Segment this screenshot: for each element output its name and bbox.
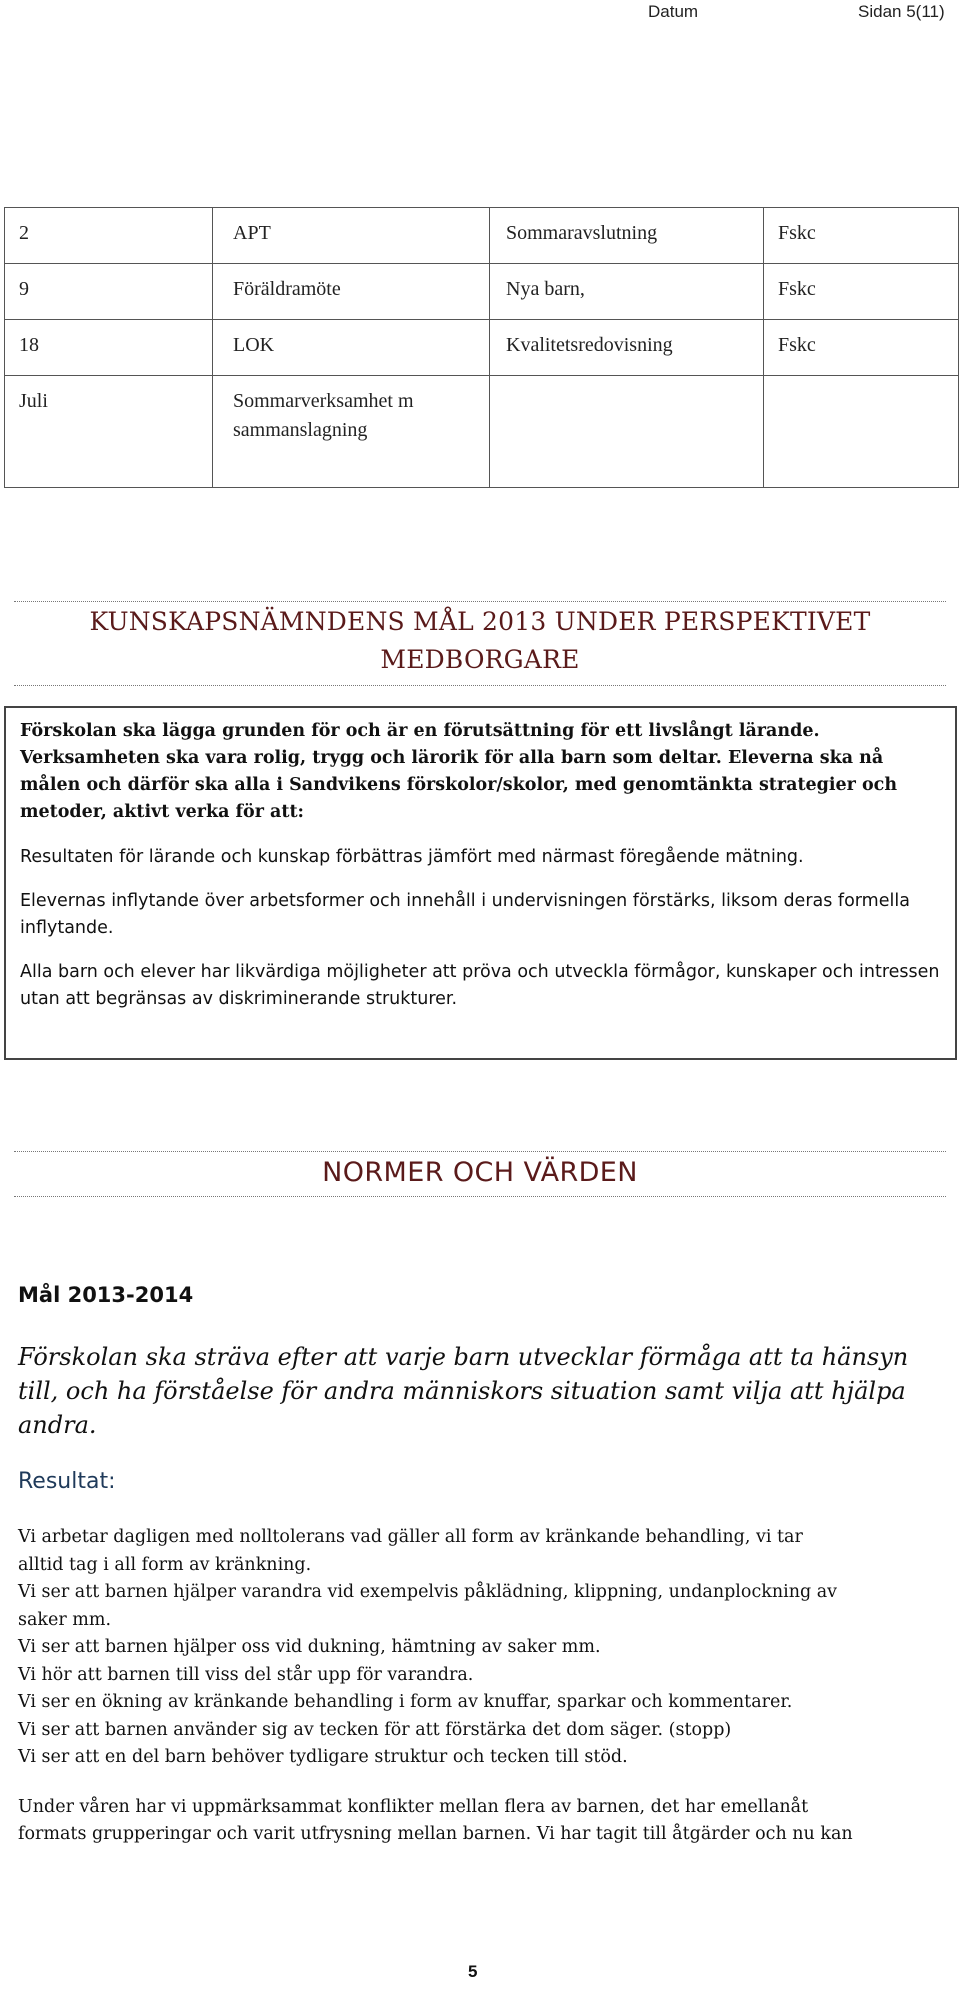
page-number: 5 <box>468 1962 478 1981</box>
result-line: Vi ser att barnen hjälper varandra vid exempelvis påklädning, klippning, undanplockning av <box>18 1582 838 1602</box>
table-row <box>5 208 959 264</box>
table-cell: Fskc <box>764 264 959 320</box>
table-cell: Sommarverksamhet m sammanslagning <box>213 376 490 488</box>
section-heading: NORMER OCH VÄRDEN <box>322 1157 638 1188</box>
table-cell <box>764 376 959 488</box>
table-cell: Föräldramöte <box>213 264 490 320</box>
table-cell: Juli <box>5 376 213 488</box>
closing-line: Under våren har vi uppmärksammat konflikter mellan flera av barnen, det har emellanåt <box>18 1796 809 1817</box>
table-cell <box>490 376 764 488</box>
heading-line: MEDBORGARE <box>380 645 580 674</box>
goal-statement: Förskolan ska sträva efter att varje barn utvecklar förmåga att ta hänsyn till, och ha förståelse för andra människors situation samt vilja att hjälpa andra. <box>18 1343 909 1439</box>
goal-paragraph: Resultaten för lärande och kunskap förbättras jämfört med närmast föregående mätning. <box>20 847 804 867</box>
table-cell: Fskc <box>764 208 959 264</box>
heading-line: KUNSKAPSNÄMNDENS MÅL 2013 UNDER PERSPEKTIVET <box>89 607 871 636</box>
result-line: Vi arbetar dagligen med nolltolerans vad gäller all form av kränkande behandling, vi tar <box>18 1527 803 1547</box>
table-cell: 18 <box>5 320 213 376</box>
closing-line: formats grupperingar och varit utfrysning mellan barnen. Vi har tagit till åtgärder och nu kan <box>18 1824 853 1844</box>
result-line: Vi ser en ökning av kränkande behandling i form av knuffar, sparkar och kommentarer. <box>18 1692 793 1712</box>
table-cell: Sommaravslutning <box>490 208 764 264</box>
results-text <box>18 1524 948 1849</box>
result-line: Vi ser att en del barn behöver tydligare struktur och tecken till stöd. <box>18 1747 628 1767</box>
table-cell: Nya barn, <box>490 264 764 320</box>
spacer <box>18 1772 948 1794</box>
result-line: Vi ser att barnen hjälper oss vid dukning, hämtning av saker mm. <box>18 1637 601 1657</box>
divider <box>14 1151 946 1152</box>
goal-title: Mål 2013-2014 <box>18 1283 194 1307</box>
divider <box>14 601 946 602</box>
date-label: Datum <box>648 2 699 21</box>
result-heading: Resultat: <box>18 1469 116 1494</box>
table-cell: APT <box>213 208 490 264</box>
table-cell: LOK <box>213 320 490 376</box>
table-row <box>5 376 959 488</box>
table-row <box>5 320 959 376</box>
divider <box>14 1196 946 1197</box>
divider <box>14 685 946 686</box>
table-cell: Fskc <box>764 320 959 376</box>
section-heading <box>14 603 946 679</box>
table-row <box>5 264 959 320</box>
table-cell: 2 <box>5 208 213 264</box>
goal-paragraph: Elevernas inflytande över arbetsformer och innehåll i undervisningen förstärks, liksom deras formella inflytande. <box>20 891 910 938</box>
goals-intro: Förskolan ska lägga grunden för och är en förutsättning för ett livslångt lärande. Verksamheten ska vara rolig, trygg och lärorik för alla barn som deltar. Eleverna ska nå målen och därför ska alla i Sandvikens förskolor/skolor, med genomtänkta strategier och metoder, aktivt verka för att: <box>20 721 898 822</box>
page-header <box>0 0 960 30</box>
page-count-label: Sidan 5(11) <box>858 2 945 21</box>
table-cell: 9 <box>5 264 213 320</box>
goal-paragraph: Alla barn och elever har likvärdiga möjligheter att pröva och utveckla förmågor, kunskaper och intressen utan att begränsas av diskriminerande strukturer. <box>20 962 940 1009</box>
table-cell: Kvalitetsredovisning <box>490 320 764 376</box>
result-line: alltid tag i all form av kränkning. <box>18 1554 312 1575</box>
result-line: saker mm. <box>18 1609 112 1630</box>
result-line: Vi hör att barnen till viss del står upp för varandra. <box>18 1664 474 1685</box>
result-line: Vi ser att barnen använder sig av tecken för att förstärka det dom säger. (stopp) <box>18 1719 732 1740</box>
goals-box <box>4 706 957 1060</box>
events-table <box>4 207 959 488</box>
